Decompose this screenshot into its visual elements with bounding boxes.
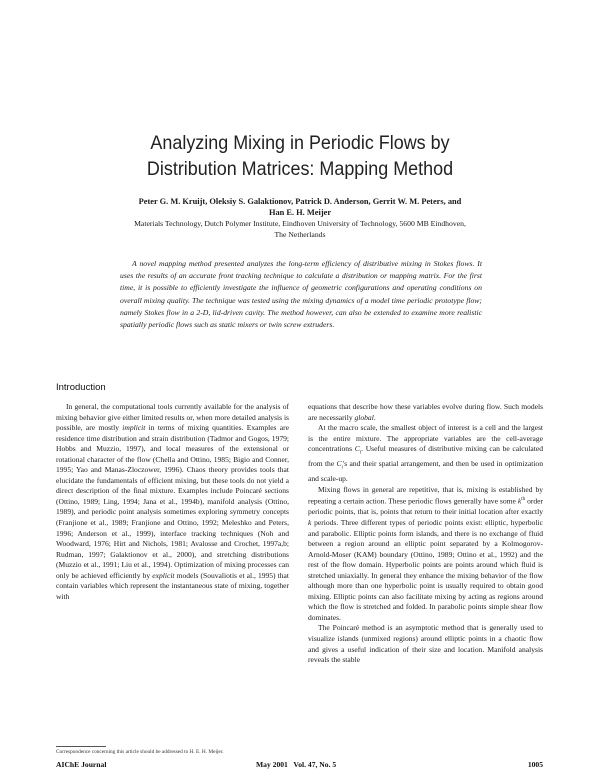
body-column-right <box>308 402 543 666</box>
paragraph: In general, the computational tools currently available for the analysis of mixing behavior give either limited results or, when more detailed analysis is possible, are mostly implicit in terms of mixing quantities. Examples are residence time distribution and strain distribution (Tadmor and Gogos, 1979; Hobbs and Muzzio, 1997), and local measures of the extensional or rotational character of the flow (Chella and Ottino, 1985; Bigio and Conner, 1995; Yao and Manas-Zloczower, 1996). Chaos theory provides tools that elucidate the fundamentals of efficient mixing, but these tools do not yield a direct description of the final mixture. Examples include Poincaré sections (Ottino, 1989; Ling, 1994; Jana et al., 1994b), manifold analysis (Ottino, 1989), and periodic point analysis sometimes exploring symmetry concepts (Franjione et al., 1989; Franjione and Ottino, 1992; Meleshko and Peters, 1996; Anderson et al., 1999), interface tracking techniques (Noh and Woodward, 1976; Hirt and Nichols, 1981; Avalosse and Crochet, 1997a,b; Rudman, 1997; Galaktionov et al., 2000), and stretching distributions (Muzzio et al., 1991; Liu et al., 1994). Optimization of mixing processes can only be achieved efficiently by explicit models (Souvaliotis et al., 1995) that contain variables which represent the instantaneous state of mixing, together with <box>56 402 289 601</box>
correspondence-footnote: Correspondence concerning this article should be addressed to H. E. H. Meijer. <box>56 749 224 755</box>
authors-line-2: Han E. H. Meijer <box>268 208 332 217</box>
paragraph: Mixing flows in general are repetitive, that is, mixing is established by repeating a certain action. These periodic flows generally have some $k^{th}$ order periodic points, that is, points that return to their initial location after exactly k periods. Three different types of periodic points exist: elliptic, hyperbolic and parabolic. Elliptic points form islands, and there is no exchange of fluid between a region around an elliptic point separated by a Kolmogorov-Arnold-Moser (KAM) boundary (Ottino, 1989; Ottino et al., 1992) and the rest of the flow domain. Hyperbolic points are points around which fluid is stretched uniaxially. In general they enhance the mixing behavior of the flow although more than one hyperbolic point is usually required to obtain good mixing. Elliptic points can also facilitate mixing by acting as regions around which the flow is stretched and folded. In parabolic points simple shear flow dominates. <box>308 484 544 622</box>
body-column-left <box>56 402 289 602</box>
title-line-1: Analyzing Mixing in Periodic Flows by <box>150 132 450 154</box>
abstract: A novel mapping method presented analyzes the long-term efficiency of distributive mixing in Stokes flows. It uses the results of an accurate front tracking technique to calculate a distribution or mapping matrix. For the first time, it is possible to efficiently investigate the influence of geometric configurations and operating conditions on overall mixing quality. The technique was tested using the mixing dynamics of a model time periodic prototype flow; namely Stokes flow in a 2-D, lid-driven cavity. The method however, can also be extended to examine more realistic spatially periodic flows such as static mixers or twin screw extruders. <box>120 259 482 330</box>
issue-info: May 2001 Vol. 47, No. 5 <box>256 760 337 769</box>
section-heading-introduction: Introduction <box>56 382 106 393</box>
journal-name: AIChE Journal <box>56 760 107 769</box>
paragraph: The Poincaré method is an asymptotic method that is generally used to visualize islands (unmixed regions) around elliptic points in a chaotic flow and gives a useful indication of their size and location. Manifold analysis reveals the stable <box>308 623 543 665</box>
footnote-divider <box>56 746 106 747</box>
authors-line-1: Peter G. M. Kruijt, Oleksiy S. Galaktionov, Patrick D. Anderson, Gerrit W. M. Peters, and <box>138 197 462 206</box>
author-list <box>70 196 530 218</box>
paragraph: At the macro scale, the smallest object of interest is a cell and the largest is the entire mixture. The appropriate variables are the cell-average concentrations $C_i$. Useful measures of distributive mixing can be calculated from the $C_i's$ and their spatial arrangement, and then be used in optimization and scale-up. <box>308 423 543 484</box>
affiliation-line-1: Materials Technology, Dutch Polymer Institute, Eindhoven University of Technology, 5600 MB Eindhoven, <box>134 219 466 228</box>
title-line-2: Distribution Matrices: Mapping Method <box>146 158 454 180</box>
affiliation-line-2: The Netherlands <box>274 230 326 239</box>
paragraph: equations that describe how these variables evolve during flow. Such models are necessarily global. <box>308 402 543 422</box>
affiliation <box>70 218 530 240</box>
page-number: 1005 <box>527 760 543 769</box>
article-title <box>61 130 539 182</box>
